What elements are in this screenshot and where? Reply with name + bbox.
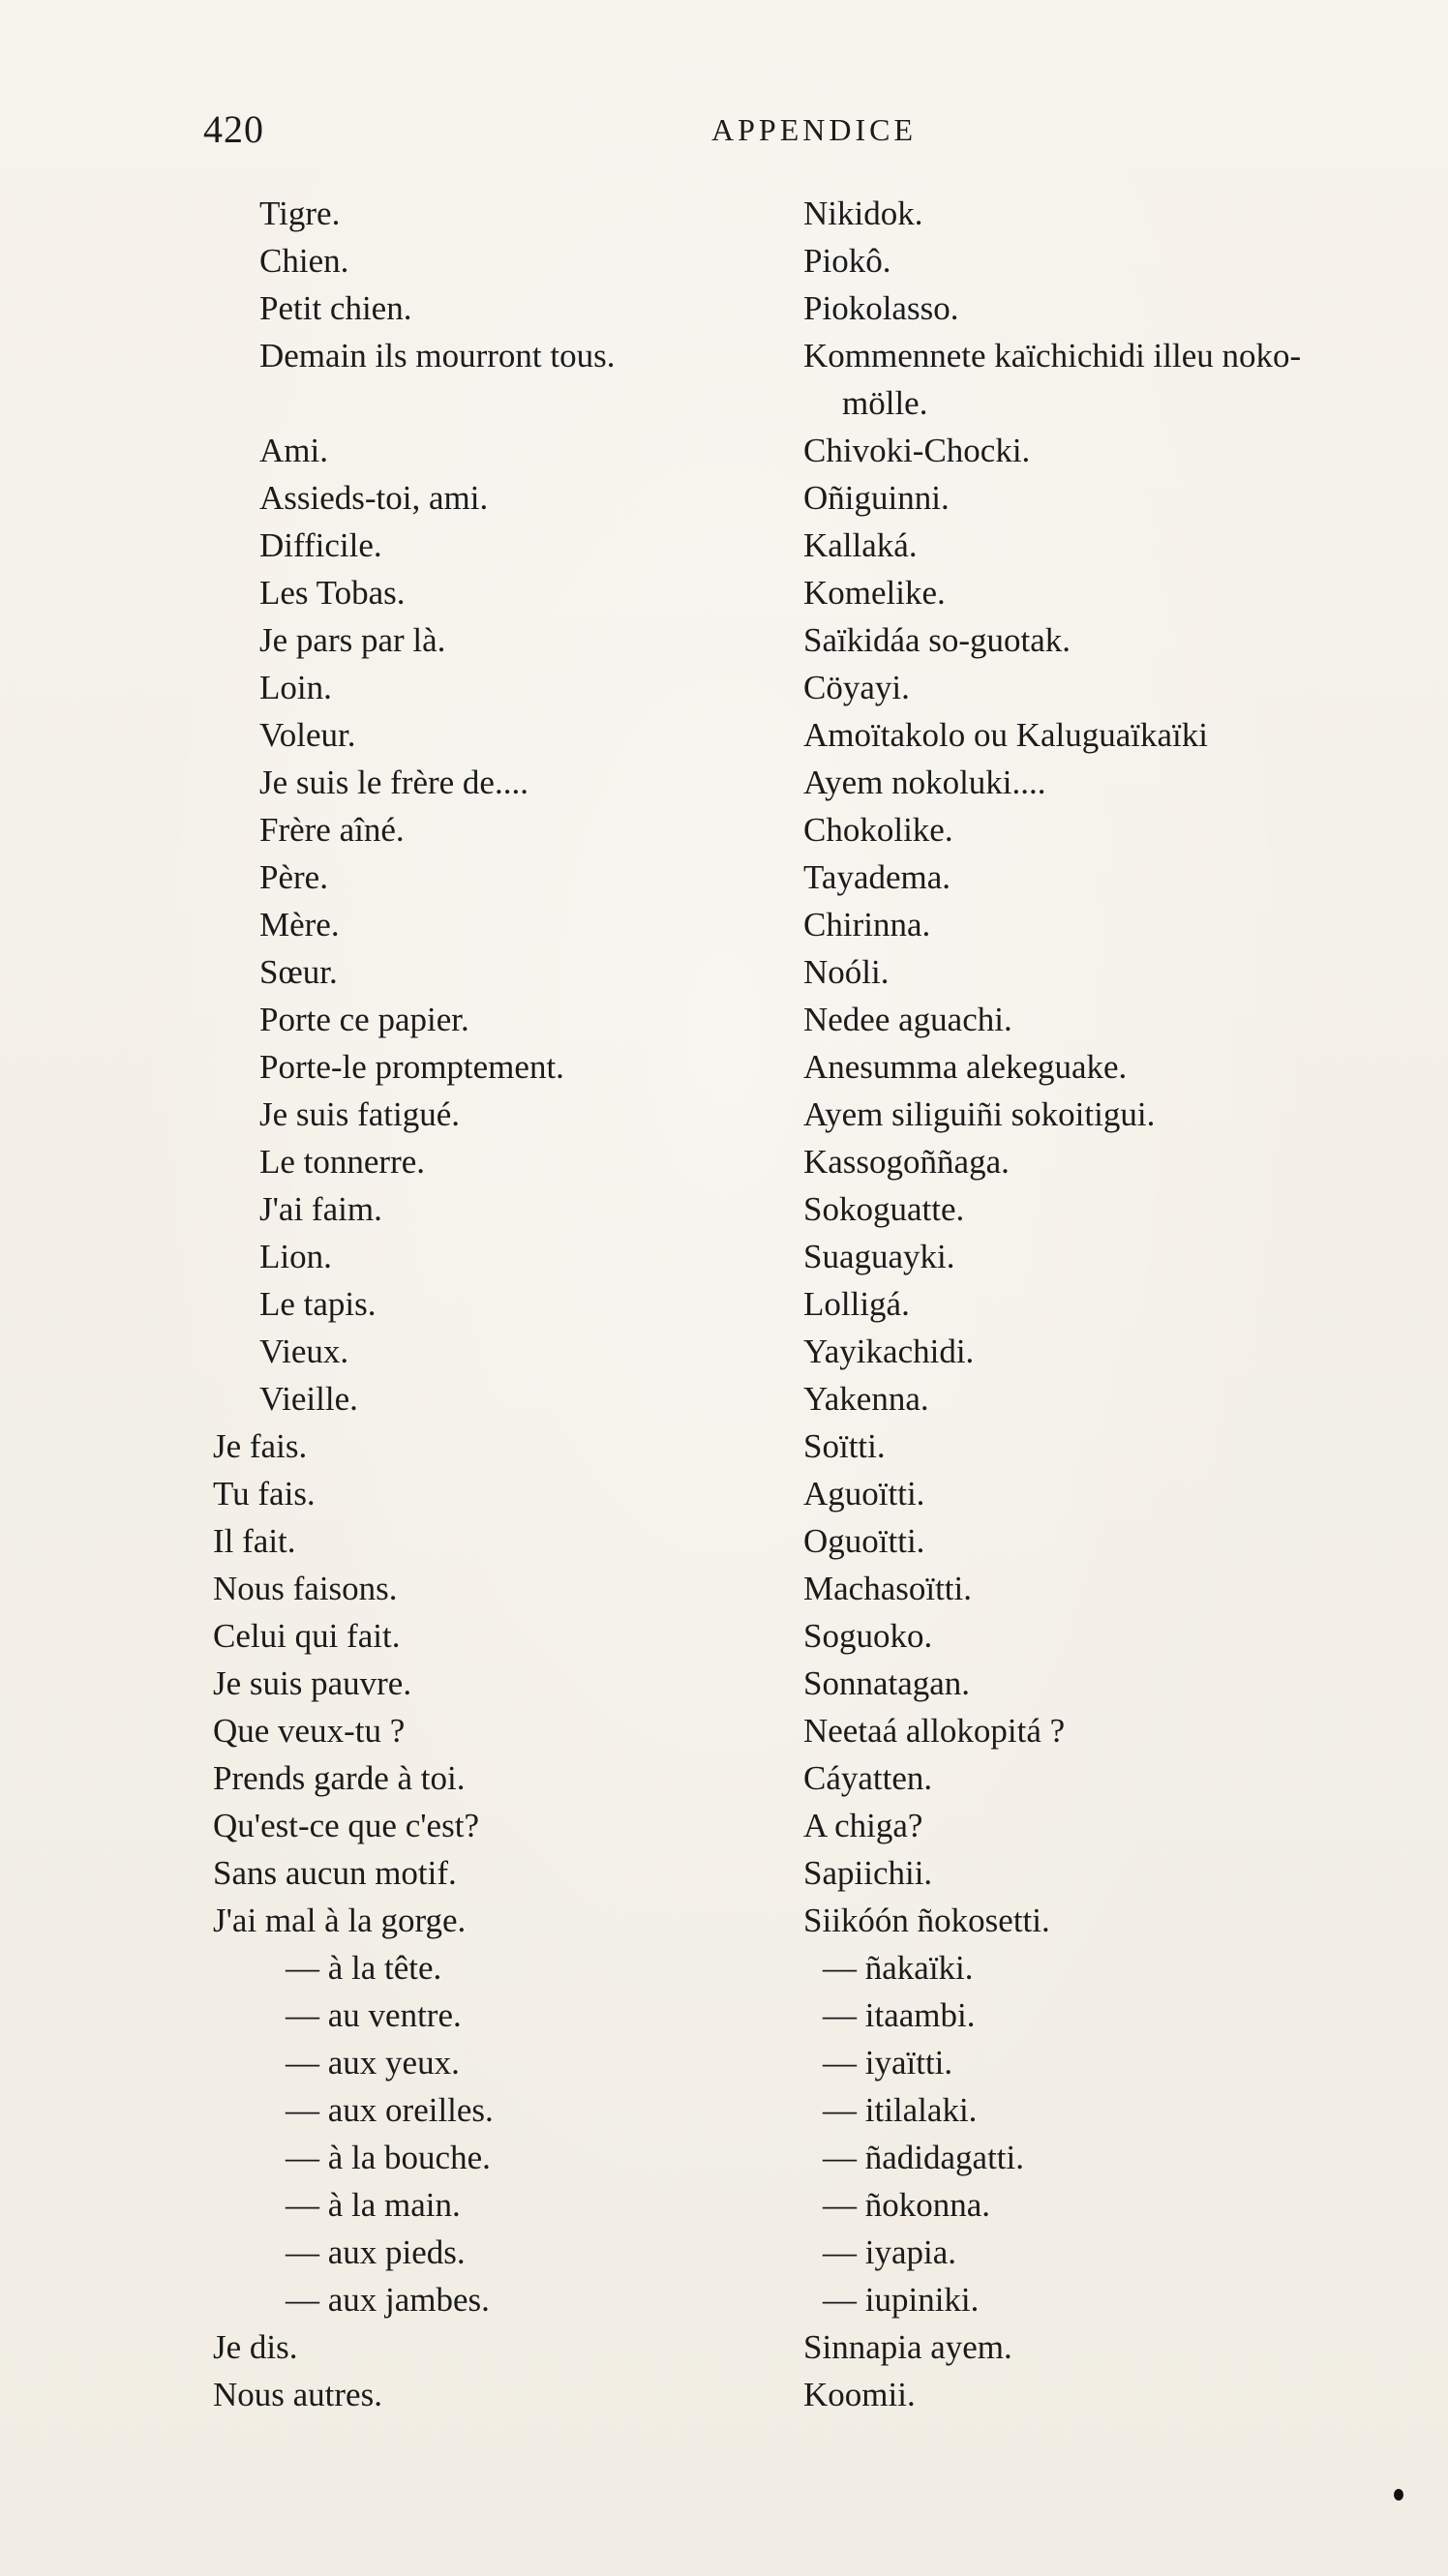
native-term: Yayikachidi.	[803, 1333, 975, 1370]
native-term: Nedee aguachi.	[803, 1001, 1012, 1038]
vocab-row	[213, 190, 1423, 237]
native-term-line1: Kommennete kaïchichidi illeu noko-	[803, 337, 1302, 374]
native-term: A chiga?	[803, 1807, 923, 1844]
french-term: Lion.	[259, 1238, 332, 1275]
native-term: Cáyatten.	[803, 1759, 933, 1797]
french-term: Porte ce papier.	[259, 1001, 469, 1038]
french-term: — à la main.	[286, 2186, 461, 2224]
french-term: Je suis fatigué.	[259, 1095, 461, 1133]
french-term: Demain ils mourront tous.	[259, 337, 616, 374]
native-term: Lolligá.	[803, 1285, 910, 1323]
french-term: Tu fais.	[213, 1475, 316, 1513]
native-term: — itilalaki.	[823, 2091, 978, 2129]
native-term: Chokolike.	[803, 811, 953, 849]
vocab-row	[213, 2323, 1423, 2371]
vocab-row	[213, 1517, 1423, 1565]
native-term: Chirinna.	[803, 906, 931, 944]
native-term: — ñakaïki.	[823, 1949, 974, 1987]
native-term: Suaguayki.	[803, 1238, 955, 1275]
french-term: Vieille.	[259, 1380, 358, 1418]
vocab-row	[213, 1375, 1423, 1423]
french-term: Je dis.	[213, 2328, 298, 2366]
vocab-row	[213, 1185, 1423, 1233]
vocab-row	[213, 1470, 1423, 1517]
native-term: — iyaïtti.	[823, 2044, 953, 2082]
french-term: Vieux.	[259, 1333, 349, 1370]
vocab-row	[213, 1091, 1423, 1138]
vocab-row	[213, 1802, 1423, 1849]
french-term: Sœur.	[259, 953, 338, 991]
vocab-row	[213, 901, 1423, 948]
french-term: Que veux-tu ?	[213, 1712, 406, 1750]
french-term: Je suis pauvre.	[213, 1664, 412, 1702]
vocab-row	[213, 474, 1423, 522]
native-term: Siikóón ñokosetti.	[803, 1902, 1050, 1939]
native-term: Machasoïtti.	[803, 1570, 972, 1607]
native-term: — ñadidagatti.	[823, 2139, 1025, 2176]
french-term: Tigre.	[259, 195, 341, 232]
native-term: Soguoko.	[803, 1617, 933, 1655]
native-term: Nikidok.	[803, 195, 923, 232]
french-term: Il fait.	[213, 1522, 296, 1560]
native-term: — itaambi.	[823, 1996, 976, 2034]
french-term: Père.	[259, 858, 328, 896]
french-term: Ami.	[259, 432, 328, 469]
vocab-row	[213, 1565, 1423, 1612]
vocab-row	[213, 1944, 1423, 1992]
native-term: Sapiichii.	[803, 1854, 933, 1892]
vocab-row	[213, 1897, 1423, 1944]
french-term: — à la bouche.	[286, 2139, 491, 2176]
french-term: Difficile.	[259, 526, 382, 564]
vocab-row	[213, 1707, 1423, 1754]
vocab-row	[213, 427, 1423, 474]
native-term: Kassogoññaga.	[803, 1143, 1010, 1181]
vocab-row	[213, 1992, 1423, 2039]
french-term: J'ai mal à la gorge.	[213, 1902, 467, 1939]
vocab-row	[213, 664, 1423, 711]
vocab-row	[213, 2276, 1423, 2323]
french-term: — à la tête.	[286, 1949, 442, 1987]
french-term: Nous faisons.	[213, 1570, 398, 1607]
native-term: Ayem nokoluki....	[803, 764, 1046, 801]
vocab-row	[213, 1138, 1423, 1185]
running-head: APPENDICE	[711, 112, 918, 147]
vocab-row	[213, 1754, 1423, 1802]
french-term: Je suis le frère de....	[259, 764, 528, 801]
vocab-row	[213, 1233, 1423, 1280]
native-term: Sonnatagan.	[803, 1664, 971, 1702]
french-term: Chien.	[259, 242, 349, 280]
vocab-row	[213, 806, 1423, 854]
vocab-row	[213, 285, 1423, 332]
native-term: Neetaá allokopitá ?	[803, 1712, 1066, 1750]
page-number: 420	[203, 107, 264, 151]
ink-spot	[1394, 2489, 1403, 2501]
vocab-row	[213, 854, 1423, 901]
french-term: — au ventre.	[286, 1996, 462, 2034]
french-term: Nous autres.	[213, 2376, 382, 2413]
native-term: Piokolasso.	[803, 289, 959, 327]
vocab-row	[213, 711, 1423, 759]
vocab-row	[213, 2039, 1423, 2086]
native-term: — ñokonna.	[823, 2186, 991, 2224]
vocab-row	[213, 332, 1423, 427]
native-term: Saïkidáa so-guotak.	[803, 621, 1071, 659]
native-term: Sinnapia ayem.	[803, 2328, 1012, 2366]
native-term: Oguoïtti.	[803, 1522, 925, 1560]
native-term: Koomii.	[803, 2376, 916, 2413]
vocab-row	[213, 1280, 1423, 1328]
french-term: Loin.	[259, 669, 332, 706]
vocab-row	[213, 948, 1423, 996]
french-term: — aux jambes.	[286, 2281, 490, 2319]
french-term: Mère.	[259, 906, 340, 944]
native-term: Chivoki-Chocki.	[803, 432, 1031, 469]
vocab-row	[213, 569, 1423, 616]
vocab-row	[213, 1328, 1423, 1375]
vocab-row	[213, 2134, 1423, 2181]
french-term: Assieds-toi, ami.	[259, 479, 489, 517]
native-term-line2: mölle.	[842, 384, 928, 422]
vocab-row	[213, 237, 1423, 285]
french-term: Prends garde à toi.	[213, 1759, 466, 1797]
native-term: Komelike.	[803, 574, 946, 612]
vocab-row	[213, 1423, 1423, 1470]
native-term: Kallaká.	[803, 526, 918, 564]
native-term: Aguoïtti.	[803, 1475, 925, 1513]
vocab-row	[213, 2086, 1423, 2134]
native-term: Ayem siliguiñi sokoitigui.	[803, 1095, 1156, 1133]
native-term: Yakenna.	[803, 1380, 929, 1418]
native-term: — iyapia.	[823, 2233, 957, 2271]
french-term: Sans aucun motif.	[213, 1854, 457, 1892]
vocab-row	[213, 996, 1423, 1043]
vocab-row	[213, 2229, 1423, 2276]
page-header	[203, 106, 1268, 165]
native-term: Oñiguinni.	[803, 479, 950, 517]
french-term: Je fais.	[213, 1427, 308, 1465]
french-term: Le tapis.	[259, 1285, 377, 1323]
native-term: Noóli.	[803, 953, 890, 991]
french-term: Voleur.	[259, 716, 356, 754]
french-term: Je pars par là.	[259, 621, 446, 659]
native-term: — iupiniki.	[823, 2281, 980, 2319]
native-term: Sokoguatte.	[803, 1190, 965, 1228]
vocab-row	[213, 616, 1423, 664]
native-term: Amoïtakolo ou Kaluguaïkaïki	[803, 716, 1208, 754]
native-term	[803, 332, 1301, 427]
vocab-row	[213, 1660, 1423, 1707]
french-term: Les Tobas.	[259, 574, 406, 612]
french-term: Qu'est-ce que c'est?	[213, 1807, 479, 1844]
vocabulary-list	[213, 190, 1423, 2418]
french-term: Frère aîné.	[259, 811, 405, 849]
french-term: — aux yeux.	[286, 2044, 460, 2082]
native-term: Anesumma alekeguake.	[803, 1048, 1128, 1086]
french-term: Le tonnerre.	[259, 1143, 426, 1181]
vocab-row	[213, 2181, 1423, 2229]
native-term: Soïtti.	[803, 1427, 886, 1465]
vocab-row	[213, 1612, 1423, 1660]
french-term: Celui qui fait.	[213, 1617, 401, 1655]
vocab-row	[213, 2371, 1423, 2418]
native-term: Cöyayi.	[803, 669, 910, 706]
vocab-row	[213, 522, 1423, 569]
vocab-row	[213, 1043, 1423, 1091]
french-term: — aux pieds.	[286, 2233, 466, 2271]
french-term: Porte-le promptement.	[259, 1048, 564, 1086]
french-term: J'ai faim.	[259, 1190, 382, 1228]
native-term: Tayadema.	[803, 858, 951, 896]
french-term: Petit chien.	[259, 289, 412, 327]
vocab-row	[213, 759, 1423, 806]
native-term: Piokô.	[803, 242, 891, 280]
french-term: — aux oreilles.	[286, 2091, 494, 2129]
vocab-row	[213, 1849, 1423, 1897]
